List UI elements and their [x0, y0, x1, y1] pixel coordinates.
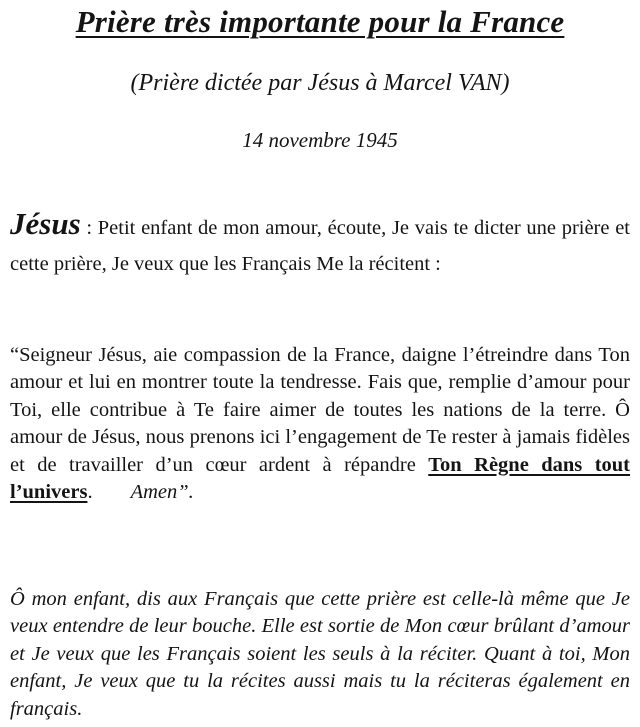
intro-text: : Petit enfant de mon amour, écoute, Je vais te dicter une prière et cette prière, Je veux que les Français Me la récitent :	[10, 217, 630, 275]
closing-paragraph: Ô mon enfant, dis aux Français que cette prière est celle-là même que Je veux entendre de leur bouche. Elle est sortie de Mon cœur brûlant d’amour et Je veux que les Français soient les seuls à la réciter. Quant à toi, Mon enfant, Je veux que tu la récites aussi mais tu la réciteras également en français.	[10, 588, 630, 720]
prayer-emphasis: Ton Règne dans tout l’univers	[10, 453, 631, 504]
prayer-text: “Seigneur Jésus, aie compassion de la France, daigne l’étreindre dans Ton amour et lui en montrer toute la tendresse. Fais que, remplie d’amour pour Toi, elle contribue à Te faire aimer de toutes les nations de la terre. Ô amour de Jésus, nous prenons ici l’engagement de Te rester à jamais fidèles et de travailler d’un cœur ardent à répandre	[10, 344, 630, 476]
document-date: 14 novembre 1945	[242, 128, 398, 152]
speaker-name: Jésus	[10, 206, 81, 241]
intro-paragraph	[10, 206, 630, 282]
prayer-amen: Amen”.	[130, 481, 194, 504]
prayer-paragraph	[10, 342, 630, 506]
page-title: Prière très importante pour la France	[75, 4, 565, 39]
prayer-period: .	[87, 481, 93, 504]
page-subtitle: (Prière dictée par Jésus à Marcel VAN)	[130, 70, 510, 96]
